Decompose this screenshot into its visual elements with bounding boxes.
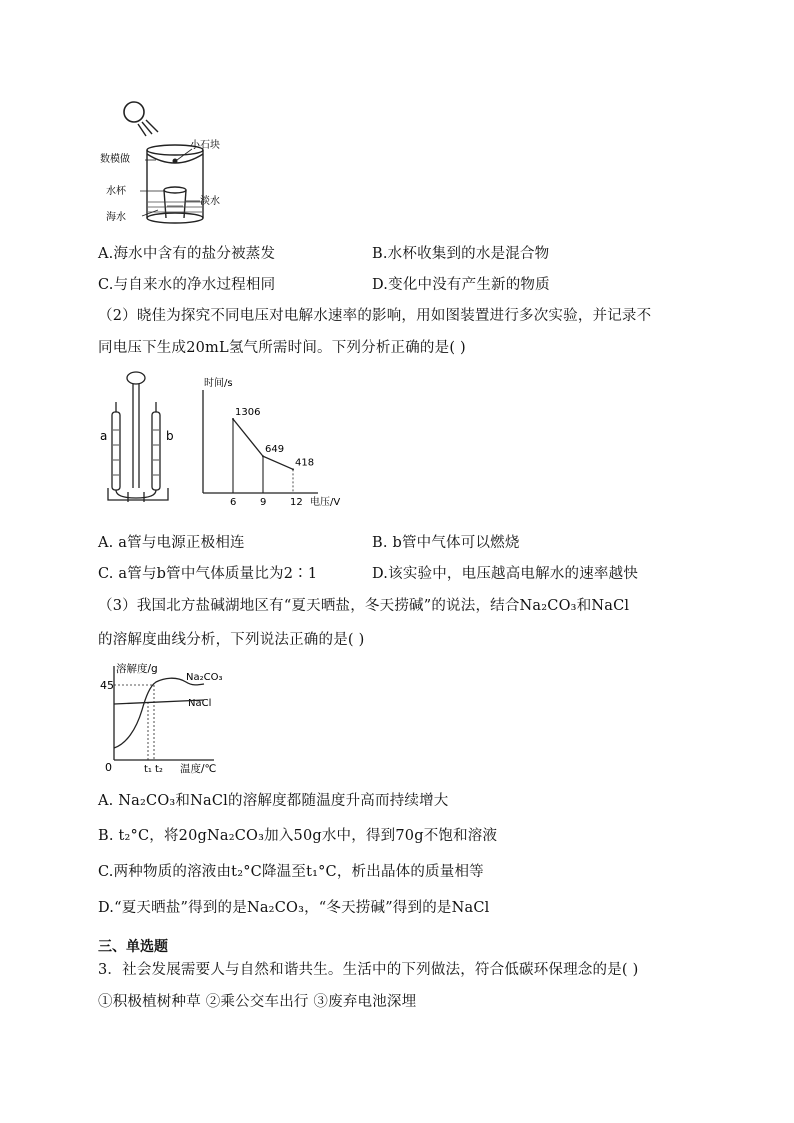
q3-option-d: D.“夏天晒盐”得到的是Na₂CO₃，“冬天捞碱”得到的是NaCl <box>98 900 490 916</box>
q2-stem-line2: 同电压下生成20mL氢气所需时间。下列分析正确的是( ) <box>98 340 466 356</box>
solar-still-figure <box>100 98 250 233</box>
chart2-legend-na2co3: Na₂CO₃ <box>186 672 223 683</box>
chart1-x-tick: 9 <box>260 497 267 508</box>
chart1-data-label: 418 <box>295 457 315 469</box>
q3-stem-line2: 的溶解度曲线分析，下列说法正确的是( ) <box>98 632 365 648</box>
q3-option-a: A. Na₂CO₃和NaCl的溶解度都随温度升高而持续增大 <box>98 793 449 809</box>
chart1-ylabel: 时间/s <box>204 378 233 389</box>
chart2-x-tick-t1: t₁ <box>144 764 152 775</box>
q1-option-c: C.与自来水的净水过程相同 <box>98 277 276 293</box>
section-heading: 三、单选题 <box>98 939 168 955</box>
q2-option-b: B. b管中气体可以燃烧 <box>372 535 520 551</box>
chart2-curve-na2co3 <box>114 678 204 748</box>
q3-option-c: C.两种物质的溶液由t₂°C降温至t₁°C，析出晶体的质量相等 <box>98 864 484 880</box>
chart1-data-label: 649 <box>265 444 285 456</box>
q1-option-d: D.变化中没有产生新的物质 <box>372 277 550 293</box>
chart1-xlabel: 电压/V <box>310 497 341 508</box>
tube-label-b: b <box>166 429 174 443</box>
label-seawater: 海水 <box>106 212 126 223</box>
chart1-data-label: 1306 <box>235 407 261 418</box>
chart2-origin: 0 <box>105 761 112 774</box>
q3-single-choice-stem: 3．社会发展需要人与自然和谐共生。生活中的下列做法，符合低碳环保理念的是( ) <box>98 962 639 978</box>
solubility-chart <box>100 660 240 778</box>
chart1-point <box>232 418 234 420</box>
chart1-x-tick: 12 <box>290 497 303 508</box>
time-voltage-chart <box>190 376 355 508</box>
q1-option-b: B.水杯收集到的水是混合物 <box>372 246 550 262</box>
chart2-x-tick-t2: t₂ <box>155 764 163 775</box>
q3-stem-line1: （3）我国北方盐碱湖地区有“夏天晒盐，冬天捞碱”的说法，结合Na₂CO₃和NaCl <box>98 598 630 614</box>
label-cup: 水杯 <box>106 186 126 197</box>
sun-icon <box>124 102 144 122</box>
q3-option-b: B. t₂°C，将20gNa₂CO₃加入50g水中，得到70g不饱和溶液 <box>98 828 498 844</box>
q3-single-choice-items: ①积极植树种草 ②乘公交车出行 ③废弃电池深埋 <box>98 994 417 1010</box>
label-film: 数模做 <box>100 154 130 165</box>
label-freshwater: 淡水 <box>200 196 220 207</box>
q2-option-d: D.该实验中，电压越高电解水的速率越快 <box>372 566 639 582</box>
chart2-legend-nacl: NaCl <box>188 698 212 709</box>
q1-option-a: A.海水中含有的盐分被蒸发 <box>98 246 276 262</box>
chart2-xlabel: 温度/℃ <box>180 763 217 775</box>
chart1-point <box>262 455 264 457</box>
tube-label-a: a <box>100 429 108 443</box>
sun-rays-icon <box>138 120 158 136</box>
q2-stem-line1: （2）晓佳为探究不同电压对电解水速率的影响，用如图装置进行多次实验，并记录不 <box>98 308 652 324</box>
stone-icon <box>173 159 178 164</box>
chart1-point <box>292 468 294 470</box>
q2-option-a: A. a管与电源正极相连 <box>98 535 245 551</box>
chart2-y-tick-45: 45 <box>100 679 114 692</box>
electrolysis-apparatus <box>100 370 180 505</box>
chart1-x-tick: 6 <box>230 497 237 508</box>
q2-option-c: C. a管与b管中气体质量比为2∶1 <box>98 566 318 582</box>
label-stone: 小石块 <box>190 140 220 151</box>
chart2-ylabel: 溶解度/g <box>116 663 158 675</box>
